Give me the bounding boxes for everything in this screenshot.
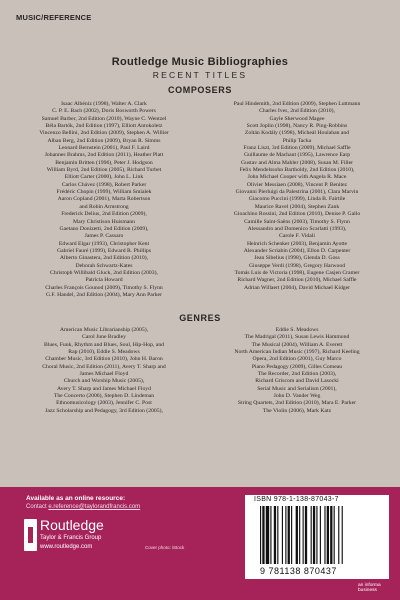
composers-right-column (202, 101, 392, 292)
genres-heading: GENRES (179, 313, 221, 323)
barcode-number: 9 781138 870437 (260, 566, 337, 576)
title-entry: James P. Cassaro (84, 233, 124, 240)
title-entry: Piano Pedagogy (2009), Gilles Comeau (251, 363, 343, 370)
title-entry: Aaron Copland (2001), Marta Robertson (57, 196, 151, 203)
title-entry: Isaac Albéniz (1998), Walter A. Clark (61, 101, 147, 107)
title-entry: Scott Joplin (1998), Nancy R. Ping-Robbins (246, 123, 348, 130)
series-title: Routledge Music Bibliographies (111, 56, 289, 68)
title-entry: Frédéric Chopin (1999), William Smialek (56, 189, 152, 196)
title-entry: The Concerto (2006), Stephen D. Lindeman (53, 393, 155, 400)
title-entry: Alberto Ginastera, 2nd Edition (2010), (59, 255, 149, 262)
publisher-website[interactable]: www.routledge.com (40, 544, 93, 550)
title-entry: Paul Hindemith, 2nd Edition (2009), Stephen Luttmann (233, 101, 361, 107)
title-entry: Leonard Bernstein (2001), Paul F. Laird (58, 145, 150, 152)
title-entry: Deborah Schwartz-Kates (75, 262, 133, 269)
title-entry: Olivier Messiaen (2008), Vincent P. Benitez (246, 181, 348, 188)
title-entry: Gabriel Fauré (1999), Edward R. Phillips (57, 247, 151, 254)
title-entry: Tomás Luis de Victoria (1998), Eugene Casjen Cramer (234, 269, 360, 276)
title-entry: John D. Vander Weg (273, 393, 321, 400)
title-entry: String Quartets, 2nd Edition (2010), Mara E. Parker (237, 400, 357, 407)
title-entry: Eddie S. Meadows (275, 327, 319, 333)
title-entry: Richard Griscom and David Lasocki (255, 378, 339, 385)
genres-right-column (202, 327, 392, 415)
title-entry: Giuseppe Verdi (1998), Gregory Harwood (248, 262, 346, 269)
title-entry: North American Indian Music (1997), Richard Keeling (234, 349, 360, 356)
contact-email-link[interactable]: e.reference@taylorandfrancis.com (48, 504, 141, 510)
title-entry: Charles François Gounod (2009), Timothy S. Flynn (45, 284, 163, 291)
title-entry: Franz Liszt, 3rd Edition (2009), Michael Saffle (243, 145, 351, 152)
title-entry: Jean Sibelius (1998), Glenda D. Goss (254, 255, 340, 262)
title-entry: Alessandro and Domenico Scarlatti (1993), (247, 225, 347, 232)
title-entry: Mary Christison Huismann (73, 218, 135, 225)
contact-prefix: Contact (26, 504, 49, 510)
contact-line (26, 504, 140, 510)
title-entry: Gustav and Alma Mahler (2008), Susan M. Filler (241, 159, 353, 166)
online-resource-label: Available as an online resource: (26, 495, 126, 502)
title-entry: Giovanni Pierluigi da Palestrina (2001), Clara Marvin (235, 189, 359, 196)
title-entry: Avery T. Sharp and James Michael Floyd (57, 385, 151, 392)
publisher-group: Taylor & Francis Group (40, 535, 102, 541)
title-entry: Samuel Barber, 2nd Edition (2010), Wayne C. Wentzel (41, 115, 167, 122)
title-entry: Carlos Chávez (1998), Robert Parker (61, 181, 147, 188)
title-entry: Gayle Sherwood Magee (269, 115, 325, 122)
title-entry: Edward Elgar (1993), Christopher Kent (58, 240, 150, 247)
title-entry: Philip Tacka (282, 137, 312, 144)
title-entry: Charles Ives, 2nd Edition (2010), (259, 108, 335, 115)
routledge-logo-icon (24, 519, 37, 551)
title-entry: Frederick Delius, 2nd Edition (2009), (61, 211, 147, 218)
title-entry: Ethnomusicology (2003), Jennifer C. Post (56, 400, 152, 407)
title-entry: Jazz Scholarship and Pedagogy, 3rd Edition (2005), (45, 407, 163, 414)
title-entry: Camille Saint-Saëns (2003), Timothy S. Flynn (244, 218, 350, 225)
title-entry: Church and Worship Music (2005), (63, 378, 145, 385)
title-entry: William Byrd, 2nd Edition (2005), Richard Turbet (46, 167, 162, 174)
title-entry: Serial Music and Serialism (2001), (257, 385, 337, 392)
title-entry: The Madrigal (2011), Susan Lewis Hammond (244, 334, 350, 341)
title-entry: Christoph Willibald Gluck, 2nd Edition (2003), (50, 269, 158, 276)
title-entry: Vincenzo Bellini, 2nd Edition (2009), Stephen A. Willier (39, 130, 169, 137)
title-entry: C. P. E. Bach (2002), Doris Bosworth Powers (52, 108, 156, 115)
informa-label: an informa business (358, 583, 381, 593)
title-entry: Chamber Music, 3rd Edition (2010), John H. Baron (45, 356, 163, 363)
title-entry: Gioachino Rossini, 2nd Edition (2010), Denise P. Gallo (233, 211, 361, 218)
category-label: MUSIC/REFERENCE (16, 13, 92, 22)
publisher-name: Routledge (40, 517, 104, 533)
title-entry: The Musical (2004), William A. Everett (251, 341, 343, 348)
title-entry: Johannes Brahms, 2nd Edition (2011), Heather Platt (44, 152, 164, 159)
title-entry: Zoltán Kodály (1998), Mícheál Houlahan and (244, 130, 350, 137)
title-entry: Béla Bartók, 2nd Edition (1997), Elliott Antokoletz (45, 123, 163, 130)
title-entry: Opera, 2nd Edition (2001), Guy Marco (252, 356, 342, 363)
cover-photo-credit: Cover photo: iStock (145, 545, 185, 550)
title-entry: Guillaume de Machaut (1995), Lawrence Earp (243, 152, 351, 159)
barcode-icon (260, 506, 380, 564)
title-entry: Carol June Bradley (82, 334, 126, 341)
recent-titles-heading: RECENT TITLES (152, 70, 248, 80)
title-entry: Patricia Howard (85, 277, 123, 284)
title-entry: James Michael Floyd (79, 371, 129, 378)
title-entry: and Robin Armstrong (79, 203, 129, 210)
title-entry: American Music Librarianship (2005), (59, 327, 149, 333)
title-entry: Elliott Carter (2000), John L. Link (64, 174, 144, 181)
composers-heading: COMPOSERS (168, 85, 232, 95)
title-entry: Richard Wagner, 2nd Edition (2010), Michael Saffle (237, 277, 357, 284)
composers-left-column (10, 101, 198, 299)
isbn-label: ISBN 978-1-138-87043-7 (254, 496, 339, 503)
title-entry: Heinrich Schenker (2003), Benjamin Ayotte (246, 240, 348, 247)
title-entry: Felix Mendelssohn Bartholdy, 2nd Edition (2010), (239, 167, 355, 174)
title-entry: Carole F. Vidali (279, 233, 315, 240)
title-entry: John Michael Cooper with Angela R. Mace (247, 174, 347, 181)
title-entry: Maurice Ravel (2004), Stephen Zank (254, 203, 340, 210)
genres-left-column (10, 327, 198, 415)
title-entry: The Violin (2006), Mark Katz (262, 407, 332, 414)
title-entry: Rap (2010), Eddie S. Meadows (68, 349, 140, 356)
title-entry: Giacomo Puccini (1999), Linda B. Fairtile (248, 196, 346, 203)
title-entry: Adrian Willaert (2004), David Michael Kidger (243, 284, 351, 291)
title-entry: Benjamin Britten (1996), Peter J. Hodgson (55, 159, 153, 166)
title-entry: Alexander Scriabin (2004), Ellon D. Carpenter (243, 247, 351, 254)
title-entry: The Recorder, 2nd Edition (2003), (257, 371, 337, 378)
title-entry: Blues, Funk, Rhythm and Blues, Soul, Hip-Hop, and (43, 341, 165, 348)
title-entry: Choral Music, 2nd Edition (2011), Avery T. Sharp and (42, 363, 166, 370)
title-entry: Gaetano Donizetti, 2nd Edition (2009), (59, 225, 149, 232)
title-entry: Alban Berg, 2nd Edition (2009), Bryan R. Simms (47, 137, 161, 144)
title-entry: G.F. Handel, 2nd Edition (2004), Mary Ann Parker (46, 291, 162, 298)
